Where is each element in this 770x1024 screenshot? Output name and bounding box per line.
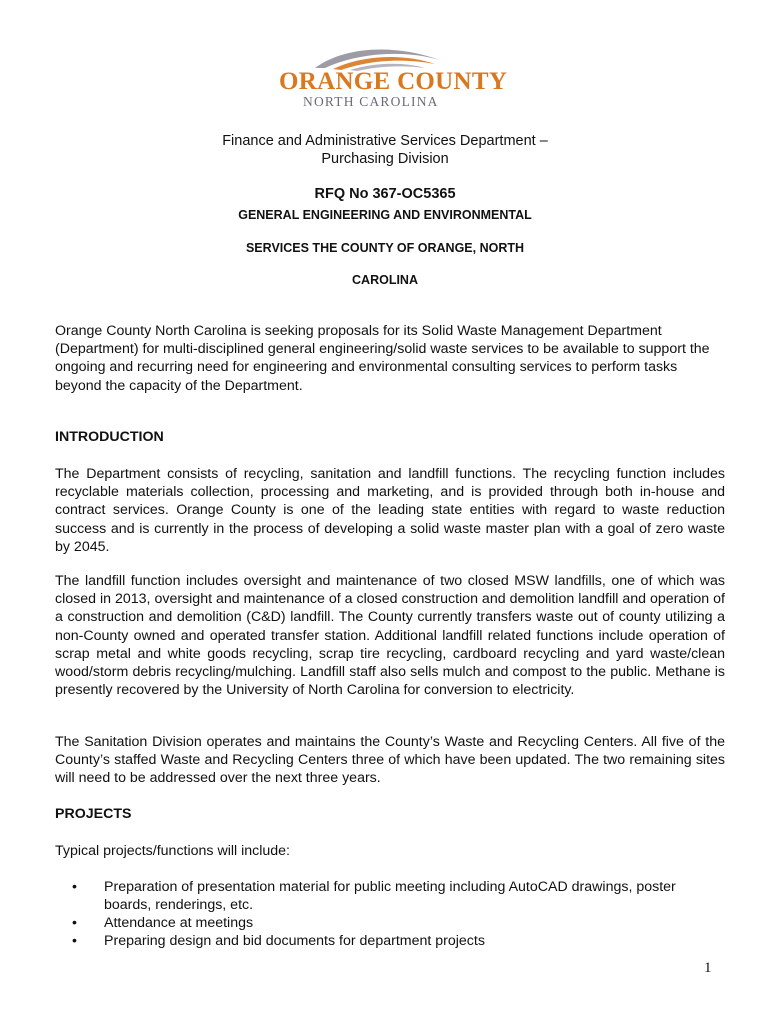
orange-county-logo — [275, 42, 508, 114]
page-number: 1 — [704, 960, 712, 976]
sanitation-paragraph: The Sanitation Division operates and maintains the County’s Waste and Recycling Centers. All five of the County’s staffed Waste and Recycling Centers three of which have been updated. The two remaining sites will need to be addressed over the next three years. — [55, 734, 725, 787]
list-item — [72, 878, 722, 914]
logo-subtitle: NORTH CAROLINA — [303, 94, 439, 109]
department-heading — [0, 132, 770, 168]
list-item-text: Preparing design and bid documents for department projects — [104, 933, 485, 949]
department-paragraph: The Department consists of recycling, sanitation and landfill functions. The recycling function includes recyclable materials collection, processing and marketing, and is provided through both in-house and contract services. Orange County is one of the leading state entities with regard to waste reduction success and is currently in the process of developing a solid waste master plan with a goal of zero waste by 2045. — [55, 466, 725, 555]
rfq-number: RFQ No 367-OC5365 — [314, 186, 456, 202]
bullet-icon: • — [72, 933, 77, 949]
projects-lead: Typical projects/functions will include: — [55, 843, 290, 859]
list-item — [72, 932, 722, 950]
department-line-2: Purchasing Division — [321, 151, 449, 167]
list-item-text: Preparation of presentation material for public meeting including AutoCAD drawings, poster boards, renderings, etc. — [104, 879, 676, 913]
bullet-icon: • — [72, 915, 77, 931]
landfill-paragraph: The landfill function includes oversight and maintenance of two closed MSW landfills, one of which was closed in 2013, oversight and maintenance of a closed construction and demolition landfill and operation of a construction and demolition (C&D) landfill. The County currently transfers waste out of county utilizing a non-County owned and operated transfer station. Additional landfill related functions include operation of scrap metal and white goods recycling, scrap tire recycling, cardboard recycling and yard waste/clean wood/storm debris recycling/mulching. Landfill staff also sells mulch and compost to the public. Methane is presently recovered by the University of North Carolina for conversion to electricity. — [55, 573, 725, 699]
intro-paragraph: Orange County North Carolina is seeking proposals for its Solid Waste Management Department (Department) for multi-disciplined general engineering/solid waste services to be available to support the ongoing and recurring need for engineering and environmental consulting services to perform tasks beyond the capacity of the Department. — [55, 323, 710, 394]
rfq-title-line-1: GENERAL ENGINEERING AND ENVIRONMENTAL — [238, 208, 532, 222]
bullet-icon: • — [72, 879, 77, 895]
logo-name: ORANGE COUNTY — [279, 68, 508, 95]
department-line-1: Finance and Administrative Services Department – — [222, 133, 548, 149]
rfq-title-line-2: SERVICES THE COUNTY OF ORANGE, NORTH — [245, 241, 525, 255]
projects-heading: PROJECTS — [55, 806, 132, 822]
introduction-heading: INTRODUCTION — [55, 429, 164, 445]
rfq-title-line-3: CAROLINA — [352, 273, 418, 287]
list-item-text: Attendance at meetings — [104, 915, 254, 931]
list-item — [72, 914, 722, 932]
projects-list — [72, 878, 722, 950]
